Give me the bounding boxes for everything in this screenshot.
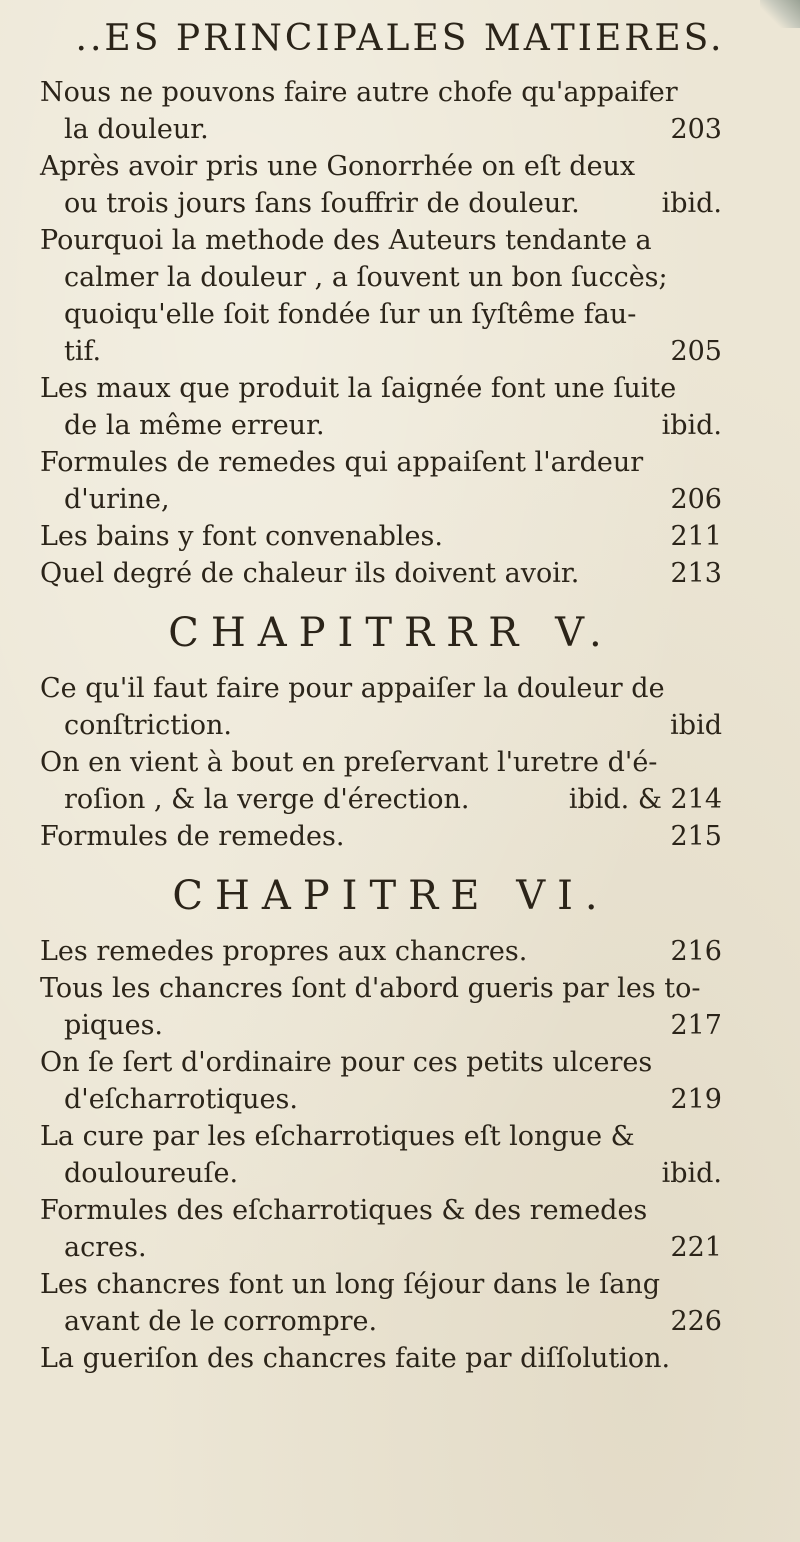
- toc-entry-line: de la même erreur.: [64, 410, 325, 441]
- toc-entry-line: ou trois jours ſans ſouffrir de douleur.: [64, 188, 580, 219]
- toc-entry-line: roſion , & la verge d'érection.: [64, 784, 470, 815]
- toc-page-ref: 206: [670, 484, 722, 515]
- entry-group-top: [40, 74, 722, 592]
- toc-entry-line: conſtriction.: [64, 710, 232, 741]
- toc-page-ref: 216: [670, 936, 722, 967]
- toc-page-ref: 217: [670, 1010, 722, 1041]
- toc-entry: [40, 970, 722, 1044]
- chapter-heading-6: CHAPITRE VI.: [172, 873, 610, 919]
- toc-entry-line: On en vient à bout en preſervant l'uretre d'é-: [40, 747, 658, 778]
- toc-entry-line: Tous les chancres ſont d'abord gueris par les to-: [40, 973, 701, 1004]
- toc-entry-line: On ſe ſert d'ordinaire pour ces petits ulceres: [40, 1047, 653, 1078]
- toc-entry-line: Formules des eſcharrotiques & des remedes: [40, 1195, 648, 1226]
- toc-entry-line: acres.: [64, 1232, 147, 1263]
- toc-entry: [40, 74, 722, 148]
- entry-group-chapter-6: [40, 933, 722, 1377]
- toc-entry-line: Les chancres font un long ſéjour dans le ſang: [40, 1269, 661, 1300]
- chapter-heading-5: CHAPITRRR V.: [168, 610, 614, 656]
- toc-entry: [40, 818, 722, 855]
- toc-page-ref: 221: [670, 1232, 722, 1263]
- toc-entry-line: calmer la douleur , a ſouvent un bon ſuccès;: [64, 262, 668, 293]
- toc-page-ref: ibid.: [661, 1158, 722, 1189]
- toc-page-ref: 219: [670, 1084, 722, 1115]
- toc-entry-line: La gueriſon des chancres faite par diſſolution.: [40, 1343, 671, 1374]
- toc-entry-line: Pourquoi la methode des Auteurs tendante a: [40, 225, 652, 256]
- toc-entry-line: douloureuſe.: [64, 1158, 239, 1189]
- toc-page-ref: 215: [670, 821, 722, 852]
- toc-entry: [40, 1340, 722, 1377]
- toc-entry: [40, 1192, 722, 1266]
- toc-entry: [40, 933, 722, 970]
- toc-page-ref: ibid: [670, 710, 722, 741]
- toc-entry-line: piques.: [64, 1010, 164, 1041]
- toc-entry: [40, 1266, 722, 1340]
- toc-entry: [40, 370, 722, 444]
- toc-entry-line: Ce qu'il faut faire pour appaiſer la douleur de: [40, 673, 665, 704]
- toc-page-ref: 213: [670, 558, 722, 589]
- table-of-contents: [40, 74, 722, 1377]
- toc-entry-line: quoiqu'elle ſoit fondée ſur un ſyſtême fau-: [64, 299, 637, 330]
- toc-entry: [40, 555, 722, 592]
- toc-entry: [40, 222, 722, 370]
- toc-page-ref: ibid.: [661, 188, 722, 219]
- toc-page-ref: 205: [670, 336, 722, 367]
- toc-entry-line: Formules de remedes qui appaiſent l'ardeur: [40, 447, 644, 478]
- toc-entry: [40, 444, 722, 518]
- toc-page-ref: ibid. & 214: [568, 784, 722, 815]
- toc-entry-line: tif.: [64, 336, 102, 367]
- toc-page-ref: ibid.: [661, 410, 722, 441]
- toc-entry-line: Après avoir pris une Gonorrhée on eſt deux: [40, 151, 636, 182]
- toc-entry-line: Quel degré de chaleur ils doivent avoir.: [40, 558, 580, 589]
- toc-entry: [40, 744, 722, 818]
- toc-entry-line: Nous ne pouvons faire autre chofe qu'appaifer: [40, 77, 678, 108]
- toc-entry-line: La cure par les eſcharrotiques eſt longue &: [40, 1121, 635, 1152]
- toc-page-ref: 203: [670, 114, 722, 145]
- page-corner-mark: [760, 0, 800, 28]
- toc-entry: [40, 1044, 722, 1118]
- toc-entry-line: avant de le corrompre.: [64, 1306, 378, 1337]
- toc-entry: [40, 670, 722, 744]
- running-head: ..ES PRINCIPALES MATIERES.: [75, 18, 725, 59]
- toc-page-ref: 211: [670, 521, 722, 552]
- toc-entry-line: Les maux que produit la ſaignée font une ſuite: [40, 373, 677, 404]
- entry-group-chapter-5: [40, 670, 722, 855]
- toc-entry: [40, 1118, 722, 1192]
- toc-entry-line: Les bains y font convenables.: [40, 521, 443, 552]
- toc-entry: [40, 148, 722, 222]
- toc-entry-line: la douleur.: [64, 114, 209, 145]
- toc-entry-line: Les remedes propres aux chancres.: [40, 936, 528, 967]
- toc-entry: [40, 518, 722, 555]
- toc-entry-line: d'eſcharrotiques.: [64, 1084, 298, 1115]
- toc-page-ref: 226: [670, 1306, 722, 1337]
- toc-entry-line: Formules de remedes.: [40, 821, 345, 852]
- toc-entry-line: d'urine,: [64, 484, 170, 515]
